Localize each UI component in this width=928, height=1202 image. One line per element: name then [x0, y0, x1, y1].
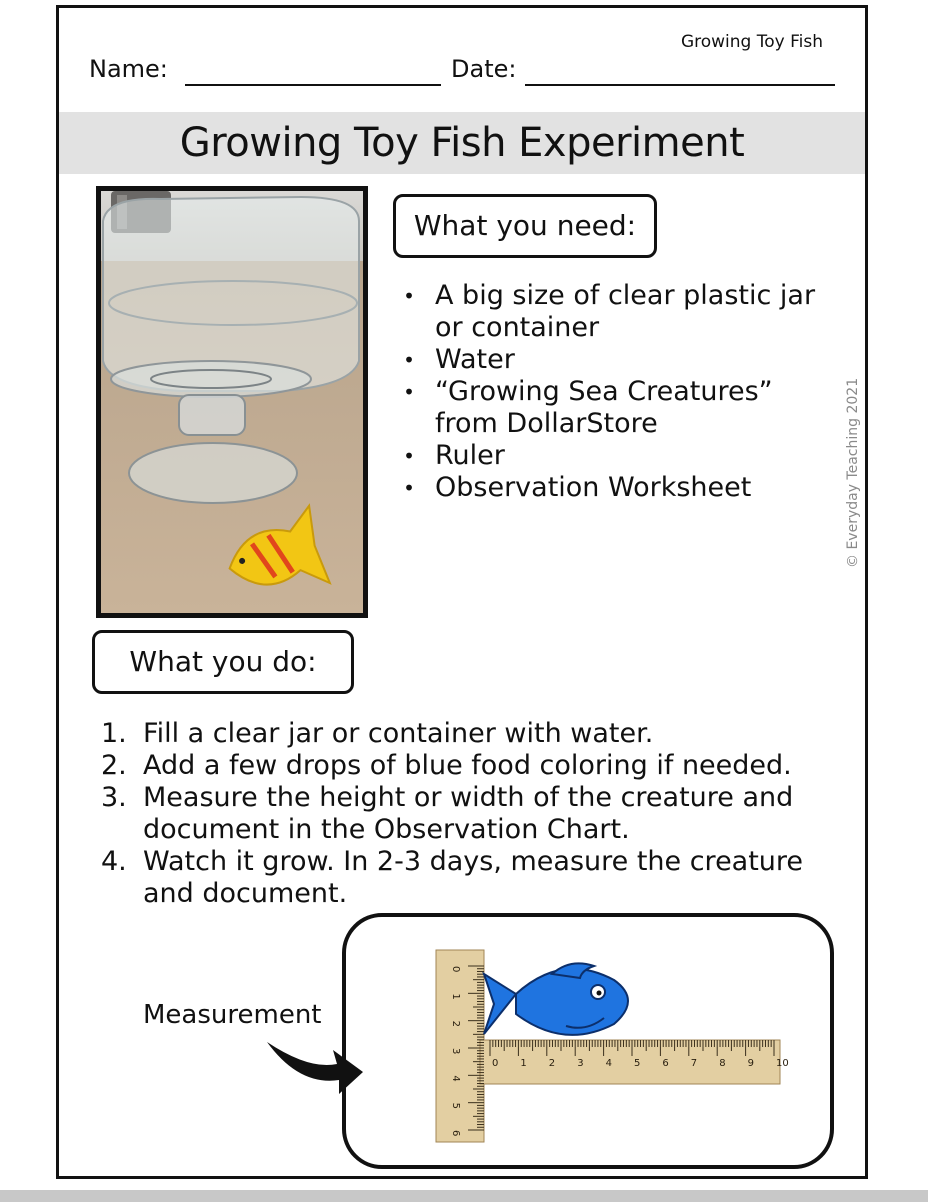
material-text: A big size of clear plastic jar or container	[435, 280, 816, 343]
list-item	[399, 344, 839, 376]
name-field[interactable]	[185, 84, 441, 86]
ruler-tick-label: 5	[634, 1058, 641, 1069]
list-item	[399, 280, 839, 344]
step-item	[101, 846, 841, 910]
step-text: Add a few drops of blue food coloring if needed.	[143, 750, 792, 781]
date-label: Date:	[451, 55, 517, 83]
step-number: 3.	[101, 782, 127, 813]
bullet-icon: •	[403, 380, 415, 404]
ruler-tick-label: 1	[450, 993, 461, 1000]
ruler-tick-label: 9	[747, 1058, 754, 1069]
material-text: “Growing Sea Creatures” from DollarStore	[435, 376, 773, 439]
ruler-tick-label: 6	[450, 1130, 461, 1137]
material-text: Ruler	[435, 440, 505, 471]
series-title: Growing Toy Fish	[680, 32, 823, 52]
worksheet-page	[56, 5, 868, 1179]
bullet-icon: •	[403, 444, 415, 468]
measurement-label: Measurement	[143, 1000, 322, 1030]
ruler-tick-label: 0	[450, 966, 461, 973]
step-item	[101, 750, 841, 782]
name-date-row	[89, 55, 839, 95]
step-item	[101, 718, 841, 750]
ruler-tick-label: 4	[450, 1075, 461, 1082]
page-title: Growing Toy Fish Experiment	[59, 112, 865, 174]
step-text: Measure the height or width of the creature and document in the Observation Chart.	[143, 782, 794, 845]
name-label: Name:	[89, 55, 168, 83]
material-text: Observation Worksheet	[435, 472, 752, 503]
ruler-tick-label: 2	[548, 1058, 556, 1069]
copyright-notice: © Everyday Teaching 2021	[845, 377, 861, 568]
date-field[interactable]	[525, 84, 835, 86]
ruler-tick-label: 5	[450, 1102, 461, 1110]
curved-arrow-icon	[259, 1028, 369, 1098]
step-text: Fill a clear jar or container with water.	[143, 718, 654, 749]
step-number: 2.	[101, 750, 127, 781]
blue-fish-icon	[484, 963, 628, 1035]
ruler-tick-label: 7	[690, 1058, 698, 1069]
material-text: Water	[435, 344, 515, 375]
what-you-need-heading: What you need:	[393, 194, 657, 258]
ruler-tick-label: 4	[605, 1058, 612, 1069]
ruler-tick-label: 3	[577, 1058, 584, 1069]
what-you-do-heading: What you do:	[92, 630, 354, 694]
ruler-tick-label: 2	[450, 1020, 461, 1028]
ruler-tick-label: 10	[776, 1058, 789, 1069]
ruler-illustration	[434, 944, 789, 1144]
ruler-tick-label: 0	[492, 1058, 499, 1069]
bullet-icon: •	[403, 476, 415, 500]
list-item	[399, 376, 839, 440]
bullet-icon: •	[403, 284, 415, 308]
experiment-photo	[96, 186, 368, 618]
ruler-tick-label: 3	[450, 1048, 461, 1055]
materials-list	[399, 280, 839, 504]
step-number: 4.	[101, 846, 127, 877]
list-item	[399, 440, 839, 472]
ruler-tick-label: 1	[520, 1058, 527, 1069]
step-text: Watch it grow. In 2-3 days, measure the creature and document.	[143, 846, 804, 909]
bullet-icon: •	[403, 348, 415, 372]
step-item	[101, 782, 841, 846]
step-number: 1.	[101, 718, 127, 749]
list-item	[399, 472, 839, 504]
steps-list	[101, 718, 841, 910]
viewer-bottom-bar	[0, 1190, 928, 1202]
ruler-tick-label: 8	[719, 1058, 726, 1069]
ruler-tick-label: 6	[662, 1058, 669, 1069]
